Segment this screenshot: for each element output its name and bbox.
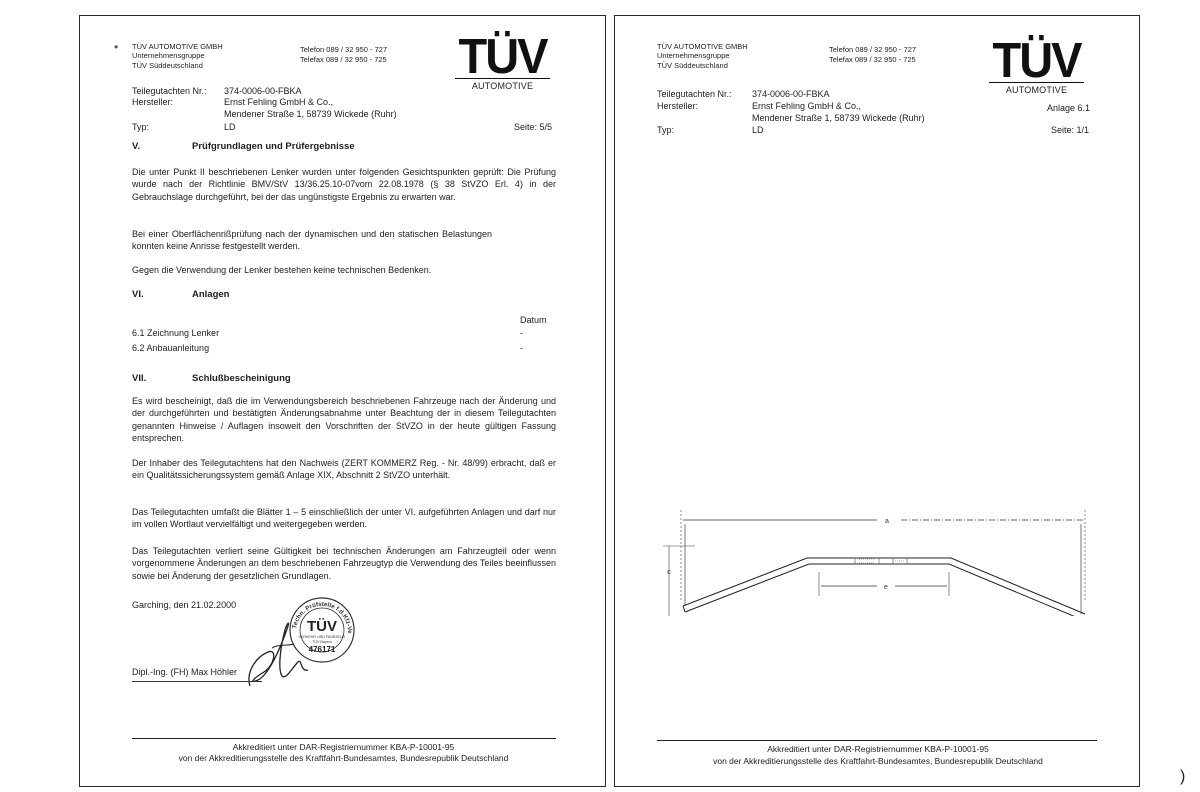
company-block: [657, 42, 748, 70]
page-number: Seite: 5/5: [514, 122, 553, 132]
dimension-c-label: c: [667, 569, 671, 576]
footer-line: Akkreditiert unter DAR-Registriernummer KBA-P-10001-95: [767, 744, 989, 754]
meta-block: [132, 86, 572, 136]
company-block: [132, 42, 223, 70]
phone-block: [300, 45, 387, 64]
anlage-item-label: 6.2 Anbauanleitung: [132, 343, 210, 353]
anlage-item-datum: -: [520, 328, 523, 338]
section-title: Anlagen: [192, 289, 230, 300]
paragraph-v1: Die unter Punkt II beschriebenen Lenker wurden unter folgenden Gesichtspunkten geprüft: Die Prüfung wurde nach der Richtlinie BMV/StV 13/36.25.10-07vom 22.08.1978 (§ 38 StVZO Erl. 4) in der Gebrauchslage durchgeführt, bei der das ungünstigste Ergebnis zu erwarten war.: [132, 167, 556, 202]
anlagen-datum-header: Datum: [520, 315, 547, 325]
place-date: Garching, den 21.02.2000: [132, 600, 237, 610]
typ-label: Typ:: [132, 122, 150, 132]
anlage-item-datum: -: [520, 343, 523, 353]
phone-line: Telefon 089 / 32 950 - 727: [829, 45, 917, 54]
footer-divider: [132, 738, 556, 739]
scan-speck: •: [114, 40, 119, 54]
phone-line: Telefon 089 / 32 950 - 727: [300, 45, 388, 54]
teilegutachten-label: Teilegutachten Nr.:: [657, 89, 732, 99]
company-line: TÜV Süddeutschland: [657, 60, 728, 70]
anlage-item-label: 6.1 Zeichnung Lenker: [132, 328, 220, 338]
hersteller-label: Hersteller:: [132, 97, 174, 107]
dimension-a-label: a: [885, 518, 889, 525]
typ-value: LD: [224, 122, 236, 132]
page-curl-mark: ): [1180, 768, 1186, 785]
stamp-ring-text: Techn. Prüfstelle f.d.Kfz-Ve: [291, 600, 354, 634]
company-line: TÜV Süddeutschland: [132, 60, 203, 70]
document-page-left: [79, 15, 606, 787]
typ-value: LD: [752, 125, 764, 135]
footer-line: von der Akkreditierungsstelle des Kraftfahrt-Bundesamtes, Bundesrepublik Deutschland: [713, 756, 1043, 766]
teilegutachten-label: Teilegutachten Nr.:: [132, 86, 207, 96]
tuv-logo-text: TÜV: [992, 31, 1081, 88]
section-title: Schlußbescheinigung: [192, 373, 291, 384]
tuv-logo: [989, 31, 1084, 95]
teilegutachten-value: 374-0006-00-FBKA: [224, 86, 302, 96]
tuv-logo: [455, 27, 550, 91]
paragraph-vii3: Das Teilegutachten umfaßt die Blätter 1 – 5 einschließlich der unter VI. aufgeführten Anlagen und darf nur im vollen Wortlaut vervielfältigt und weitergegeben werden.: [132, 507, 556, 530]
fax-line: Telefax 089 / 32 950 - 725: [829, 54, 916, 64]
stamp-number: 476171: [308, 645, 336, 654]
hersteller-address: Mendener Straße 1, 58739 Wickede (Ruhr): [752, 113, 925, 123]
hersteller-value: Ernst Fehling GmbH & Co.,: [224, 97, 334, 107]
paragraph-vii2: Der Inhaber des Teilegutachtens hat den Nachweis (ZERT KOMMERZ Reg. - Nr. 48/99) erbracht, daß er ein Qualitätssicherungssystem gemäß Anlage XIX, Abschnitt 2 StVZO unterhält.: [132, 458, 556, 481]
hersteller-value: Ernst Fehling GmbH & Co.,: [752, 101, 862, 111]
section-number: V.: [132, 141, 141, 152]
footer-divider: [657, 740, 1097, 741]
stamp-inner-line: VERKEHR UND FAHRZEUG: [298, 635, 346, 639]
document-page-right: [614, 15, 1140, 787]
typ-label: Typ:: [657, 125, 675, 135]
paragraph-v2: Bei einer Oberflächenrißprüfung nach der dynamischen und den statischen Belastungen konnten keine Anrisse festgestellt werden.: [132, 229, 492, 252]
stamp-logo-text: TÜV: [307, 618, 337, 635]
company-line: Unternehmensgruppe: [132, 51, 205, 61]
paragraph-vii4: Das Teilegutachten verliert seine Gültigkeit bei technischen Änderungen am Fahrzeugteil oder wenn vorgenommene Änderungen an dem beschriebenen Fahrzeugtyp die Verwendung des Teiles beeinflussen sowie bei Änderung der gesetzlichen Grundlagen.: [132, 546, 556, 581]
signatory-name: Dipl.-Ing. (FH) Max Höhler: [132, 667, 238, 677]
footer-line: Akkreditiert unter DAR-Registriernummer KBA-P-10001-95: [232, 742, 455, 752]
phone-block: [829, 45, 916, 64]
signature-image: [228, 614, 318, 694]
handlebar-drawing: [655, 506, 1115, 616]
tuv-logo-subtitle: AUTOMOTIVE: [989, 82, 1084, 95]
section-number: VI.: [132, 289, 144, 300]
footer-line: von der Akkreditierungsstelle des Kraftfahrt-Bundesamtes, Bundesrepublik Deutschland: [178, 753, 509, 763]
tuv-logo-text: TÜV: [458, 27, 547, 84]
meta-block: [657, 89, 1097, 139]
hersteller-address: Mendener Straße 1, 58739 Wickede (Ruhr): [224, 109, 397, 119]
hersteller-label: Hersteller:: [657, 101, 699, 111]
paragraph-v3: Gegen die Verwendung der Lenker bestehen keine technischen Bedenken.: [132, 265, 432, 275]
anlage-number: Anlage 6.1: [1047, 103, 1091, 113]
fax-line: Telefax 089 / 32 950 - 725: [300, 54, 387, 64]
teilegutachten-value: 374-0006-00-FBKA: [752, 89, 830, 99]
section-number: VII.: [132, 373, 147, 384]
dimension-e-label: e: [884, 584, 888, 591]
page-number: Seite: 1/1: [1051, 125, 1090, 135]
tuv-logo-subtitle: AUTOMOTIVE: [455, 78, 550, 91]
company-line: TÜV AUTOMOTIVE GMBH: [132, 42, 223, 51]
section-title: Prüfgrundlagen und Prüfergebnisse: [192, 141, 355, 152]
company-line: TÜV AUTOMOTIVE GMBH: [657, 42, 748, 51]
paragraph-vii1: Es wird bescheinigt, daß die im Verwendungsbereich beschriebenen Fahrzeuge nach der Änderung und der durchgeführten und bestätigten Änderungsabnahme unter Beachtung der in diesem Teilegutachten genannten Hinweise / Auflagen insoweit den Vorschriften der StVZO in der heute gültigen Fassung entsprechen.: [132, 396, 556, 443]
company-line: Unternehmensgruppe: [657, 51, 730, 61]
signature-line: [132, 681, 262, 682]
stamp-inner-line: TÜV Bayern: [312, 640, 332, 644]
